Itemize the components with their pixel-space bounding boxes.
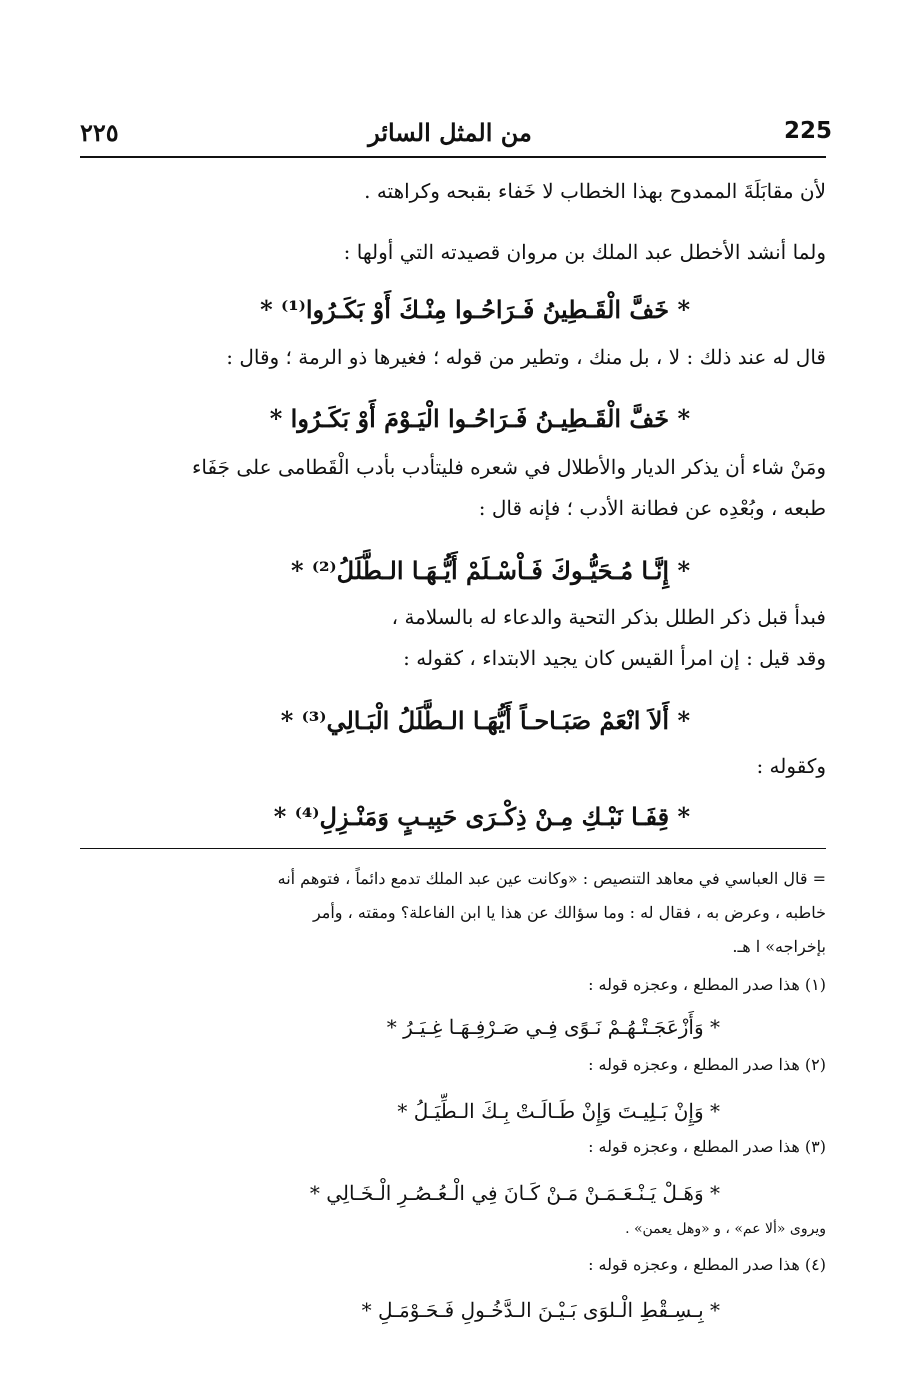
footnote-2-label: (٢) هذا صدر المطلع ، وعجزه قوله : <box>588 1055 826 1074</box>
footnote-3-verse: * وَهَـلْ يَـنْـعَـمَـنْ مَـنْ كَـانَ فِي الْـعُـصُـرِ الْـخَـالِي * <box>309 1181 720 1205</box>
body-line-1: لأن مقابَلَةَ الممدوح بهذا الخطاب لا خَفاء بقبحه وكراهته . <box>364 179 826 203</box>
verse-1: * خَفَّ الْقَـطِينُ فَـرَاحُـوا مِنْـكَ أَوْ بَكَـرُوا⁽¹⁾ * <box>260 295 690 324</box>
footnote-continuation-2: خاطبه ، وعرض به ، فقال له : وما سؤالك عن هذا يا ابن الفاعلة؟ ومقته ، وأمر <box>312 903 826 922</box>
body-line-8: وكقوله : <box>756 754 826 778</box>
body-line-7: وقد قيل : إن امرأ القيس كان يجيد الابتداء ، كقوله : <box>403 646 826 670</box>
footnote-4-verse: * بِـسِـقْطِ الْـلوَى بَـيْـنَ الـدَّخُـولِ فَـحَـوْمَـلِ * <box>361 1298 720 1322</box>
body-line-3: قال له عند ذلك : لا ، بل منك ، وتطير من قوله ؛ فغيرها ذو الرمة ؛ وقال : <box>226 345 826 369</box>
running-title: من المثل السائر <box>368 118 532 147</box>
footnote-1-verse: * وَأَزْعَجَـتْـهُـمْ نَـوًى فِـي صَـرْفِـهَـا غِـيَـرُ * <box>386 1015 720 1039</box>
verse-4: * أَلاَ انْعَمْ صَبَـاحـاً أَيُّهَـا الـطَّلَلُ الْبَـالِي⁽³⁾ * <box>280 706 690 735</box>
footnote-continuation-3: بإخراجه» ا هـ. <box>732 937 826 956</box>
footnote-separator <box>80 848 826 849</box>
verse-3: * إِنَّـا مُـحَيُّـوكَ فَـاْسْـلَمْ أَيُّـهَـا الـطَّلَلُ⁽²⁾ * <box>290 556 690 585</box>
body-line-2: ولما أنشد الأخطل عبد الملك بن مروان قصيدته التي أولها : <box>343 240 826 264</box>
header-rule <box>80 156 826 158</box>
body-line-4: ومَنْ شاء أن يذكر الديار والأطلال في شعره فليتأدب بأدب الْقَطامى على جَفَاء <box>192 455 826 479</box>
body-line-5: طبعه ، وبُعْدِه عن فطانة الأدب ؛ فإنه قال : <box>478 496 826 520</box>
footnote-4-label: (٤) هذا صدر المطلع ، وعجزه قوله : <box>588 1255 826 1274</box>
footnote-3-note: ويروى «ألا عم» ، و «وهل يعمن» . <box>625 1221 826 1237</box>
page-number-arabic: ٢٢٥ <box>80 118 119 147</box>
footnote-continuation-1: = قال العباسي في معاهد التنصيص : «وكانت عين عبد الملك تدمع دائماً ، فتوهم أنه <box>277 869 826 888</box>
body-line-6: فبدأ قبل ذكر الطلل بذكر التحية والدعاء له بالسلامة ، <box>391 605 826 629</box>
footnote-3-label: (٣) هذا صدر المطلع ، وعجزه قوله : <box>588 1137 826 1156</box>
footnote-2-verse: * وَإِنْ بَـلِيـتَ وَإِنْ طَـالَـتْ بِـكَ الـطِّيَـلُ * <box>397 1099 720 1123</box>
page-number-latin: 225 <box>784 118 833 144</box>
verse-5: * قِفَـا نَبْـكِ مِـنْ ذِكْـرَى حَبِيـبٍ وَمَنْـزِلِ⁽⁴⁾ * <box>273 802 690 831</box>
verse-2: * خَفَّ الْقَـطِيـنُ فَـرَاحُـوا الْيَـوْمَ أَوْ بَكَـرُوا * <box>269 404 690 433</box>
footnote-1-label: (١) هذا صدر المطلع ، وعجزه قوله : <box>588 975 826 994</box>
